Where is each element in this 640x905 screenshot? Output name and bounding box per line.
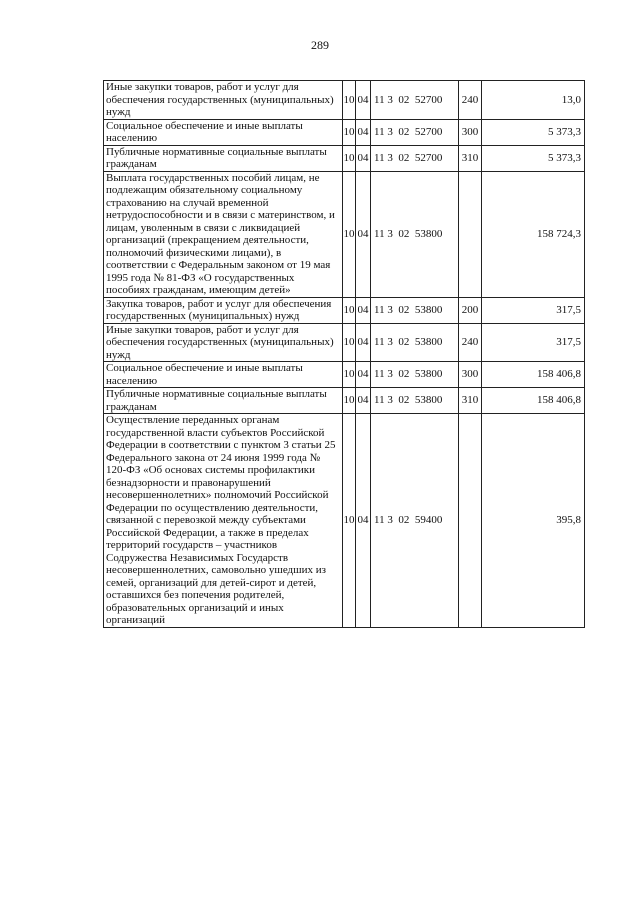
subsection-code: 04	[356, 119, 371, 145]
subsection-code: 04	[356, 388, 371, 414]
section-code: 10	[343, 81, 356, 120]
section-code: 10	[343, 119, 356, 145]
expense-type-code: 240	[459, 81, 482, 120]
page-number: 289	[311, 38, 329, 52]
row-description: Закупка товаров, работ и услуг для обеспечения государственных (муниципальных) нужд	[104, 297, 343, 323]
amount: 158 406,8	[482, 362, 585, 388]
expense-type-code: 240	[459, 323, 482, 362]
row-description: Социальное обеспечение и иные выплаты населению	[104, 119, 343, 145]
amount: 317,5	[482, 323, 585, 362]
target-article-code: 11 3 02 53800	[371, 323, 459, 362]
table-row	[104, 297, 585, 323]
subsection-code: 04	[356, 81, 371, 120]
subsection-code: 04	[356, 171, 371, 297]
subsection-code: 04	[356, 145, 371, 171]
expense-type-code	[459, 414, 482, 628]
target-article-code: 11 3 02 53800	[371, 297, 459, 323]
amount: 5 373,3	[482, 145, 585, 171]
row-description: Выплата государственных пособий лицам, не подлежащим обязательному социальному страхованию на случай временной нетрудоспособности и в связи с материнством, и лицам, уволенным в связи с ликвидацией организаций (прекращением деятельности, полномочий физическими лицами), в соответствии с Федеральным законом от 19 мая 1995 года № 81-ФЗ «О государственных пособиях гражданам, имеющим детей»	[104, 171, 343, 297]
table-row	[104, 388, 585, 414]
target-article-code: 11 3 02 52700	[371, 119, 459, 145]
amount: 317,5	[482, 297, 585, 323]
target-article-code: 11 3 02 53800	[371, 388, 459, 414]
amount: 158 724,3	[482, 171, 585, 297]
row-description: Иные закупки товаров, работ и услуг для обеспечения государственных (муниципальных) нужд	[104, 81, 343, 120]
table-row	[104, 119, 585, 145]
expense-type-code: 300	[459, 119, 482, 145]
section-code: 10	[343, 414, 356, 628]
table-row	[104, 145, 585, 171]
expense-type-code	[459, 171, 482, 297]
subsection-code: 04	[356, 414, 371, 628]
table-row	[104, 414, 585, 628]
row-description: Публичные нормативные социальные выплаты гражданам	[104, 388, 343, 414]
expense-type-code: 300	[459, 362, 482, 388]
section-code: 10	[343, 145, 356, 171]
budget-table	[103, 80, 585, 628]
table-row	[104, 323, 585, 362]
target-article-code: 11 3 02 53800	[371, 171, 459, 297]
row-description: Иные закупки товаров, работ и услуг для обеспечения государственных (муниципальных) нужд	[104, 323, 343, 362]
target-article-code: 11 3 02 52700	[371, 81, 459, 120]
section-code: 10	[343, 323, 356, 362]
amount: 5 373,3	[482, 119, 585, 145]
amount: 13,0	[482, 81, 585, 120]
amount: 158 406,8	[482, 388, 585, 414]
table-row	[104, 362, 585, 388]
row-description: Осуществление переданных органам государственной власти субъектов Российской Федерации в соответствии с пунктом 3 статьи 25 Федерального закона от 24 июня 1999 года № 120-ФЗ «Об основах системы профилактики безнадзорности и правонарушений несовершеннолетних» полномочий Российской Федерации по осуществлению деятельности, связанной с перевозкой между субъектами Российской Федерации, а также в пределах территорий государств – участников Содружества Независимых Государств несовершеннолетних, самовольно ушедших из семей, организаций для детей-сирот и детей, оставшихся без попечения родителей, образовательных организаций и иных организаций	[104, 414, 343, 628]
target-article-code: 11 3 02 59400	[371, 414, 459, 628]
table-row	[104, 81, 585, 120]
expense-type-code: 310	[459, 388, 482, 414]
row-description: Социальное обеспечение и иные выплаты населению	[104, 362, 343, 388]
subsection-code: 04	[356, 323, 371, 362]
amount: 395,8	[482, 414, 585, 628]
subsection-code: 04	[356, 297, 371, 323]
target-article-code: 11 3 02 52700	[371, 145, 459, 171]
section-code: 10	[343, 297, 356, 323]
subsection-code: 04	[356, 362, 371, 388]
row-description: Публичные нормативные социальные выплаты гражданам	[104, 145, 343, 171]
table-row	[104, 171, 585, 297]
expense-type-code: 310	[459, 145, 482, 171]
section-code: 10	[343, 362, 356, 388]
section-code: 10	[343, 171, 356, 297]
expense-type-code: 200	[459, 297, 482, 323]
section-code: 10	[343, 388, 356, 414]
target-article-code: 11 3 02 53800	[371, 362, 459, 388]
